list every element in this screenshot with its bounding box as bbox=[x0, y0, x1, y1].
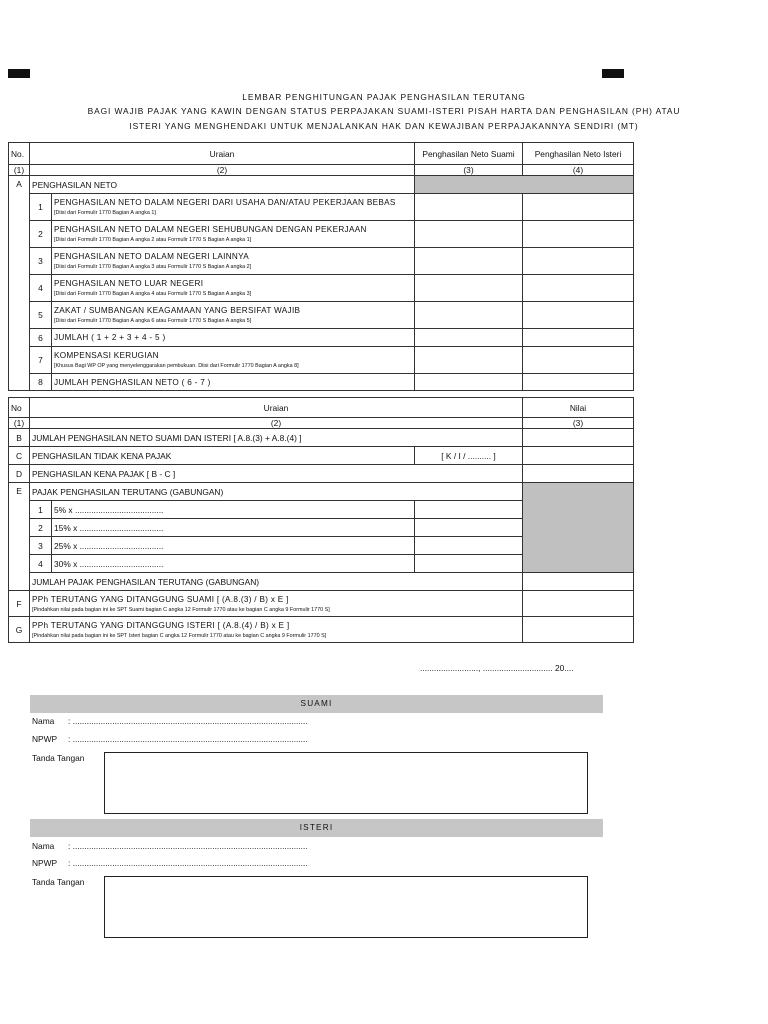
col-number: (3) bbox=[523, 418, 634, 429]
nilai-input-cell[interactable] bbox=[523, 465, 634, 483]
col-header-nilai: Nilai bbox=[523, 398, 634, 418]
row-label: PENGHASILAN NETO DALAM NEGERI DARI USAHA DAN/ATAU PEKERJAAN BEBAS [Diisi dari Formulir 1770 Bagian A angka 1] bbox=[52, 194, 415, 221]
shaded-cell bbox=[523, 483, 634, 573]
row-number: 4 bbox=[30, 275, 52, 302]
col-header-isteri: Penghasilan Neto Isteri bbox=[523, 143, 634, 165]
row-number: 3 bbox=[30, 248, 52, 275]
col-number: (2) bbox=[30, 165, 415, 176]
isteri-section-header: ISTERI bbox=[30, 819, 603, 837]
net-income-table bbox=[8, 142, 634, 391]
isteri-input-cell[interactable] bbox=[523, 194, 634, 221]
suami-signature-label: Tanda Tangan bbox=[32, 753, 85, 763]
form-title-line1: LEMBAR PENGHITUNGAN PAJAK PENGHASILAN TERUTANG bbox=[242, 92, 526, 102]
row-label: KOMPENSASI KERUGIAN [Khusus Bagi WP OP yang menyelenggarakan pembukuan. Diisi dari Formulir 1770 Bagian A angka 8] bbox=[52, 347, 415, 374]
row-number: 6 bbox=[30, 329, 52, 347]
col-number: (2) bbox=[30, 418, 523, 429]
rate-label: 5% x ...................................... bbox=[52, 501, 415, 519]
row-label: PPh TERUTANG YANG DITANGGUNG SUAMI [ (A.8.(3) / B) x E ] [Pindahkan nilai pada bagian ini ke SPT Suami bagian C angka 12 Formulir 1770 atau ke bagian C angka 9 Formulir 1770 S] bbox=[30, 591, 523, 617]
isteri-input-cell[interactable] bbox=[523, 248, 634, 275]
row-letter: E bbox=[9, 483, 30, 591]
nilai-input-cell[interactable] bbox=[523, 573, 634, 591]
col-header-suami: Penghasilan Neto Suami bbox=[415, 143, 523, 165]
col-header-uraian: Uraian bbox=[30, 143, 415, 165]
section-label: PENGHASILAN NETO bbox=[30, 176, 415, 194]
isteri-nama-field[interactable]: : ..................................................................................................... bbox=[68, 841, 308, 851]
row-label: PAJAK PENGHASILAN TERUTANG (GABUNGAN) bbox=[30, 483, 523, 501]
ptkp-status-field[interactable]: [ K / I / .......... ] bbox=[415, 447, 523, 465]
rate-number: 4 bbox=[30, 555, 52, 573]
suami-input-cell[interactable] bbox=[415, 275, 523, 302]
col-header-no: No bbox=[9, 398, 30, 418]
suami-input-cell[interactable] bbox=[415, 302, 523, 329]
suami-signature-box[interactable] bbox=[104, 752, 588, 814]
row-label: PENGHASILAN KENA PAJAK [ B - C ] bbox=[30, 465, 523, 483]
form-title-line3: ISTERI YANG MENGHENDAKI UNTUK MENJALANKAN HAK DAN KEWAJIBAN PERPAJAKANNYA SENDIRI (MT) bbox=[129, 121, 639, 131]
col-number: (4) bbox=[523, 165, 634, 176]
row-label: PENGHASILAN NETO LUAR NEGERI [Diisi dari Formulir 1770 Bagian A angka 4 atau Formulir 1770 S Bagian A angka 3] bbox=[52, 275, 415, 302]
registration-mark-left bbox=[8, 69, 30, 78]
row-letter: C bbox=[9, 447, 30, 465]
col-number: (3) bbox=[415, 165, 523, 176]
nilai-input-cell[interactable] bbox=[523, 429, 634, 447]
row-label: PENGHASILAN NETO DALAM NEGERI SEHUBUNGAN DENGAN PEKERJAAN [Diisi dari Formulir 1770 Bagian A angka 2 atau Formulir 1770 S Bagian A angka 1] bbox=[52, 221, 415, 248]
registration-mark-right bbox=[602, 69, 624, 78]
suami-input-cell[interactable] bbox=[415, 194, 523, 221]
isteri-input-cell[interactable] bbox=[523, 275, 634, 302]
suami-nama-label: Nama bbox=[32, 716, 55, 726]
form-title-line2: BAGI WAJIB PAJAK YANG KAWIN DENGAN STATUS PERPAJAKAN SUAMI-ISTERI PISAH HARTA DAN PENGHASILAN (PH) ATAU bbox=[87, 106, 681, 116]
isteri-input-cell[interactable] bbox=[523, 302, 634, 329]
suami-input-cell[interactable] bbox=[415, 329, 523, 347]
isteri-signature-label: Tanda Tangan bbox=[32, 877, 85, 887]
isteri-npwp-field[interactable]: : ..................................................................................................... bbox=[68, 858, 308, 868]
place-date-line[interactable]: ........................., .............................. 20.... bbox=[420, 663, 574, 673]
row-label: JUMLAH PENGHASILAN NETO SUAMI DAN ISTERI [ A.8.(3) + A.8.(4) ] bbox=[30, 429, 523, 447]
isteri-input-cell[interactable] bbox=[523, 221, 634, 248]
rate-label: 15% x .................................... bbox=[52, 519, 415, 537]
rate-number: 3 bbox=[30, 537, 52, 555]
row-label: PPh TERUTANG YANG DITANGGUNG ISTERI [ (A.8.(4) / B) x E ] [Pindahkan nilai pada bagian ini ke SPT Isteri bagian C angka 12 Formulir 1770 atau ke bagian C angka 9 Formulir 1770 S] bbox=[30, 617, 523, 643]
tax-calculation-table bbox=[8, 397, 634, 643]
row-letter: D bbox=[9, 465, 30, 483]
suami-npwp-field[interactable]: : ..................................................................................................... bbox=[68, 734, 308, 744]
nilai-input-cell[interactable] bbox=[523, 617, 634, 643]
suami-input-cell[interactable] bbox=[415, 374, 523, 391]
section-letter: A bbox=[9, 176, 30, 391]
rate-label: 25% x .................................... bbox=[52, 537, 415, 555]
shaded-cell bbox=[415, 176, 634, 194]
suami-input-cell[interactable] bbox=[415, 347, 523, 374]
col-number: (1) bbox=[9, 165, 30, 176]
row-letter: G bbox=[9, 617, 30, 643]
isteri-input-cell[interactable] bbox=[523, 329, 634, 347]
col-header-uraian: Uraian bbox=[30, 398, 523, 418]
row-number: 1 bbox=[30, 194, 52, 221]
col-number: (1) bbox=[9, 418, 30, 429]
isteri-nama-label: Nama bbox=[32, 841, 55, 851]
total-tax-label: JUMLAH PAJAK PENGHASILAN TERUTANG (GABUNGAN) bbox=[30, 573, 523, 591]
suami-input-cell[interactable] bbox=[415, 248, 523, 275]
rate-label: 30% x .................................... bbox=[52, 555, 415, 573]
row-number: 2 bbox=[30, 221, 52, 248]
suami-section-header: SUAMI bbox=[30, 695, 603, 713]
rate-input-cell[interactable] bbox=[415, 537, 523, 555]
row-label: JUMLAH ( 1 + 2 + 3 + 4 - 5 ) bbox=[52, 329, 415, 347]
nilai-input-cell[interactable] bbox=[523, 591, 634, 617]
isteri-npwp-label: NPWP bbox=[32, 858, 58, 868]
rate-input-cell[interactable] bbox=[415, 555, 523, 573]
rate-input-cell[interactable] bbox=[415, 501, 523, 519]
row-number: 5 bbox=[30, 302, 52, 329]
suami-input-cell[interactable] bbox=[415, 221, 523, 248]
row-number: 7 bbox=[30, 347, 52, 374]
row-label: PENGHASILAN NETO DALAM NEGERI LAINNYA [Diisi dari Formulir 1770 Bagian A angka 3 atau Formulir 1770 S Bagian A angka 2] bbox=[52, 248, 415, 275]
rate-number: 1 bbox=[30, 501, 52, 519]
rate-input-cell[interactable] bbox=[415, 519, 523, 537]
row-letter: F bbox=[9, 591, 30, 617]
isteri-signature-box[interactable] bbox=[104, 876, 588, 938]
row-number: 8 bbox=[30, 374, 52, 391]
col-header-no: No. bbox=[9, 143, 30, 165]
row-letter: B bbox=[9, 429, 30, 447]
nilai-input-cell[interactable] bbox=[523, 447, 634, 465]
row-label: JUMLAH PENGHASILAN NETO ( 6 - 7 ) bbox=[52, 374, 415, 391]
isteri-input-cell[interactable] bbox=[523, 374, 634, 391]
row-label: ZAKAT / SUMBANGAN KEAGAMAAN YANG BERSIFAT WAJIB [Diisi dari Formulir 1770 Bagian A angka 6 atau Formulir 1770 S Bagian A angka 5] bbox=[52, 302, 415, 329]
suami-npwp-label: NPWP bbox=[32, 734, 58, 744]
row-label: PENGHASILAN TIDAK KENA PAJAK bbox=[30, 447, 415, 465]
isteri-input-cell[interactable] bbox=[523, 347, 634, 374]
suami-nama-field[interactable]: : ..................................................................................................... bbox=[68, 716, 308, 726]
rate-number: 2 bbox=[30, 519, 52, 537]
